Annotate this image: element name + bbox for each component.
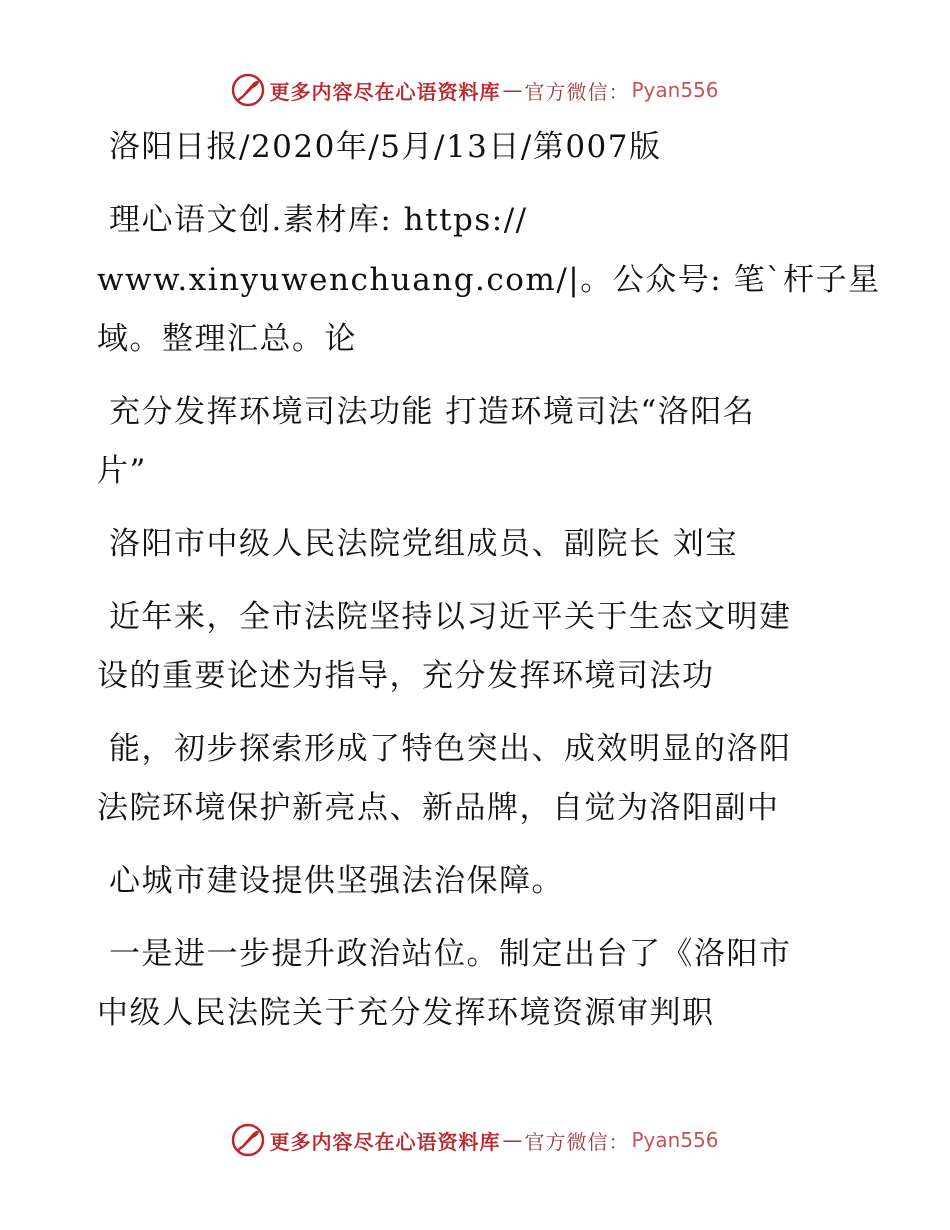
footer-banner <box>0 1120 950 1160</box>
banner-text: 更多内容尽在心语资料库 <box>269 1129 501 1154</box>
banner-official-label: 官方微信： <box>524 79 630 104</box>
banner-dash: — <box>502 78 523 102</box>
text-line: 理心语文创.素材库: https:// <box>109 202 528 238</box>
publication-line: 洛阳日报/2020年/5月/13日/第007版 <box>109 129 662 165</box>
header-banner <box>0 70 950 110</box>
body-line: 近年来，全市法院坚持以习近平关于生态文明建 <box>109 599 792 635</box>
body-line: 法院环境保护新亮点、新品牌，自觉为洛阳副中 <box>97 790 780 826</box>
body-line: 一是进一步提升政治站位。制定出台了《洛阳市 <box>109 936 792 972</box>
quill-pen-icon <box>231 1123 265 1157</box>
body-line: 设的重要论述为指导，充分发挥环境司法功 <box>97 658 715 694</box>
banner-official-label: 官方微信： <box>524 1129 630 1154</box>
banner-text: 更多内容尽在心语资料库 <box>269 79 501 104</box>
body-line: 中级人民法院关于充分发挥环境资源审判职 <box>97 995 715 1031</box>
text-line: 域。整理汇总。论 <box>97 321 357 357</box>
banner-wechat-id: Pyan556 <box>631 78 719 102</box>
url-line: www.xinyuwenchuang.com/|。公众号: 笔`杆子星 <box>97 262 881 298</box>
quill-pen-icon <box>231 73 265 107</box>
body-line: 心城市建设提供坚强法治保障。 <box>109 863 564 899</box>
banner-dash: — <box>502 1128 523 1152</box>
banner-wechat-id: Pyan556 <box>631 1128 719 1152</box>
author-line: 洛阳市中级人民法院党组成员、副院长 刘宝 <box>109 526 738 562</box>
article-title-continued: 片” <box>97 453 147 489</box>
article-title: 充分发挥环境司法功能 打造环境司法“洛阳名 <box>109 394 756 430</box>
body-line: 能，初步探索形成了特色突出、成效明显的洛阳 <box>109 731 792 767</box>
